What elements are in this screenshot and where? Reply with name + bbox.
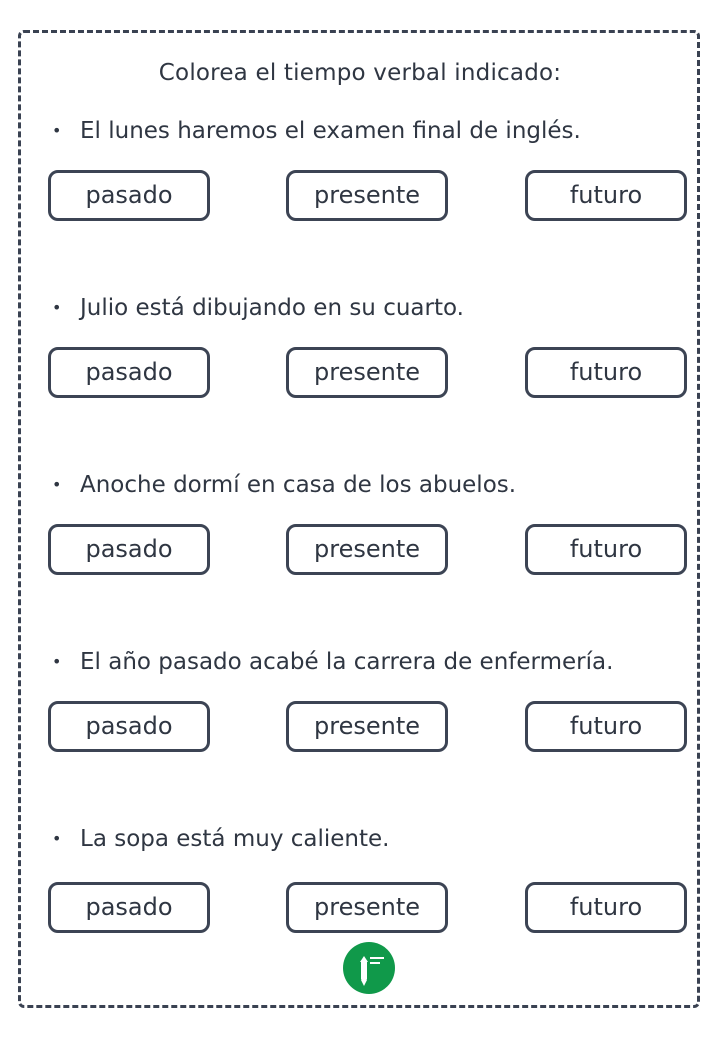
tense-options	[0, 882, 720, 934]
option-pasado[interactable]: pasado	[48, 170, 210, 221]
pencil-logo-icon	[342, 941, 396, 995]
sentence-text: Anoche dormí en casa de los abuelos.	[80, 472, 517, 498]
sentence-text: Julio está dibujando en su cuarto.	[80, 295, 464, 321]
option-pasado[interactable]: pasado	[48, 882, 210, 933]
question-sentence	[52, 819, 389, 859]
question-4	[0, 642, 720, 802]
option-presente[interactable]: presente	[286, 882, 448, 933]
option-futuro[interactable]: futuro	[525, 882, 687, 933]
tense-options	[0, 347, 720, 399]
question-1	[0, 111, 720, 271]
question-2	[0, 288, 720, 448]
option-presente[interactable]: presente	[286, 701, 448, 752]
option-futuro[interactable]: futuro	[525, 347, 687, 398]
tense-options	[0, 701, 720, 753]
option-pasado[interactable]: pasado	[48, 524, 210, 575]
option-futuro[interactable]: futuro	[525, 170, 687, 221]
option-futuro[interactable]: futuro	[525, 701, 687, 752]
page-title: Colorea el tiempo verbal indicado:	[158, 60, 562, 86]
tense-options	[0, 170, 720, 222]
bullet-icon: •	[52, 829, 62, 848]
option-presente[interactable]: presente	[286, 347, 448, 398]
option-presente[interactable]: presente	[286, 524, 448, 575]
sentence-text: El lunes haremos el examen final de inglés.	[80, 118, 581, 144]
bullet-icon: •	[52, 298, 62, 317]
bullet-icon: •	[52, 475, 62, 494]
option-futuro[interactable]: futuro	[525, 524, 687, 575]
tense-options	[0, 524, 720, 576]
option-pasado[interactable]: pasado	[48, 701, 210, 752]
question-sentence	[52, 111, 581, 151]
option-pasado[interactable]: pasado	[48, 347, 210, 398]
bullet-icon: •	[52, 121, 62, 140]
question-sentence	[52, 465, 516, 505]
question-sentence	[52, 642, 613, 682]
option-presente[interactable]: presente	[286, 170, 448, 221]
sentence-text: La sopa está muy caliente.	[80, 826, 390, 852]
sentence-text: El año pasado acabé la carrera de enfermería.	[80, 649, 614, 675]
bullet-icon: •	[52, 652, 62, 671]
question-sentence	[52, 288, 464, 328]
question-3	[0, 465, 720, 625]
